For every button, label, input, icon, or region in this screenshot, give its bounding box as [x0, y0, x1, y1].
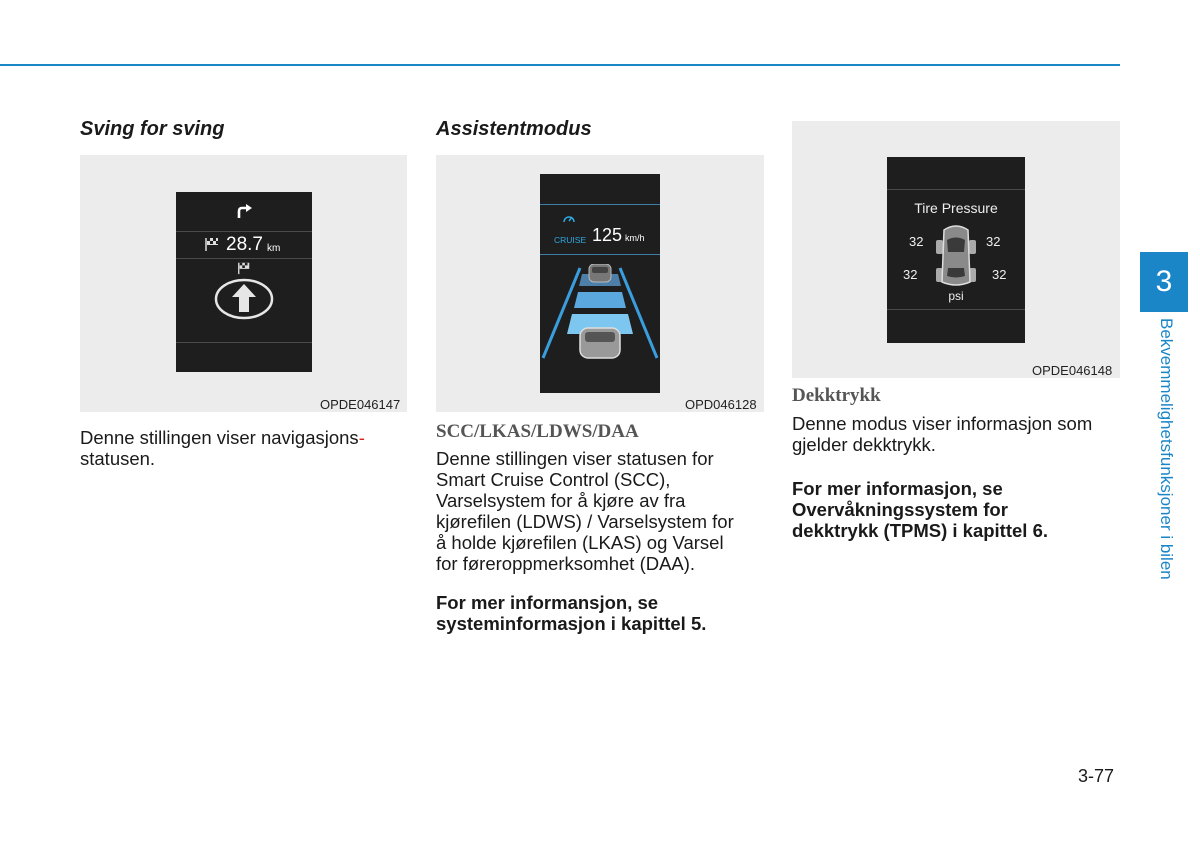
tire-pressure-reference: [792, 478, 1120, 541]
tire-front-left-value: 32: [909, 234, 924, 249]
reference-line: Overvåkningssystem for: [792, 499, 1008, 520]
tire-rear-right-value: 32: [992, 267, 1007, 282]
description-line: Smart Cruise Control (SCC),: [436, 469, 671, 490]
cluster-screen-driver-assist: [540, 174, 660, 393]
screen-divider: [176, 231, 312, 232]
reference-line: systeminformasjon i kapittel 5.: [436, 613, 707, 634]
destination-flag-icon: [204, 236, 220, 252]
lane-assist-graphic: [540, 264, 660, 360]
tire-front-right-value: 32: [986, 234, 1001, 249]
nav-distance-unit: km: [267, 243, 281, 254]
description-line: Denne stillingen viser statusen for: [436, 448, 714, 469]
subheading-scc-lkas-ldws-daa: SCC/LKAS/LDWS/DAA: [436, 421, 639, 442]
tire-rear-left-value: 32: [903, 267, 918, 282]
figure-code: OPDE046148: [1032, 363, 1113, 378]
screen-divider: [176, 342, 312, 343]
description-line: for føreroppmerksomhet (DAA).: [436, 553, 696, 574]
tire-pressure-title: Tire Pressure: [914, 200, 998, 216]
turn-by-turn-description: [80, 427, 407, 469]
turn-right-arrow-icon: [236, 203, 254, 219]
section-title-turn-by-turn: Sving for sving: [80, 118, 225, 140]
description-line: å holde kjørefilen (LKAS) og Varsel: [436, 532, 724, 553]
subheading-tire-pressure: Dekktrykk: [792, 385, 881, 406]
description-line: kjørefilen (LDWS) / Varselsystem for: [436, 511, 734, 532]
straight-ahead-arrow-icon: [214, 278, 274, 320]
figure-code: OPD046128: [685, 397, 757, 412]
screen-divider: [176, 258, 312, 259]
figure-tire-pressure: [792, 121, 1120, 378]
description-line: Denne modus viser informasjon som: [792, 413, 1093, 434]
description-line: statusen.: [80, 448, 156, 469]
cluster-screen-navigation: [176, 192, 312, 372]
description-line: gjelder dekktrykk.: [792, 434, 936, 455]
figure-assist-mode: [436, 155, 764, 412]
reference-line: For mer informansjon, se: [436, 592, 659, 613]
hyphen-mark: -: [358, 427, 365, 448]
figure-turn-by-turn: [80, 155, 407, 412]
screen-divider: [540, 254, 660, 255]
description-line: Denne stillingen viser navigasjons: [80, 427, 359, 448]
screen-divider: [887, 309, 1025, 310]
cruise-icon: [562, 213, 576, 224]
tire-pressure-description: [792, 413, 1120, 455]
set-speed-unit: km/h: [625, 233, 645, 243]
screen-divider: [540, 204, 660, 205]
figure-code: OPDE046147: [320, 397, 401, 412]
car-top-view-icon: [934, 224, 978, 290]
section-title-assist-mode: Assistentmodus: [436, 118, 592, 140]
nav-distance-value: 28.7: [226, 234, 263, 255]
description-line: Varselsystem for å kjøre av fra: [436, 490, 686, 511]
reference-line: For mer informasjon, se: [792, 478, 1003, 499]
small-destination-flag-icon: [237, 261, 251, 275]
cluster-screen-tire-pressure: [887, 157, 1025, 343]
assist-mode-reference: [436, 592, 764, 634]
top-rule: [0, 64, 1120, 66]
screen-divider: [887, 189, 1025, 190]
page-number: 3-77: [1078, 766, 1115, 786]
cruise-label: CRUISE: [554, 235, 587, 245]
chapter-label: Bekvemmelighetsfunksjoner i bilen: [1157, 318, 1176, 580]
tire-pressure-unit: psi: [948, 289, 964, 303]
set-speed-value: 125: [592, 225, 623, 245]
assist-mode-description: [436, 448, 764, 574]
reference-line: dekktrykk (TPMS) i kapittel 6.: [792, 520, 1049, 541]
chapter-number-tab: 3: [1140, 252, 1188, 312]
